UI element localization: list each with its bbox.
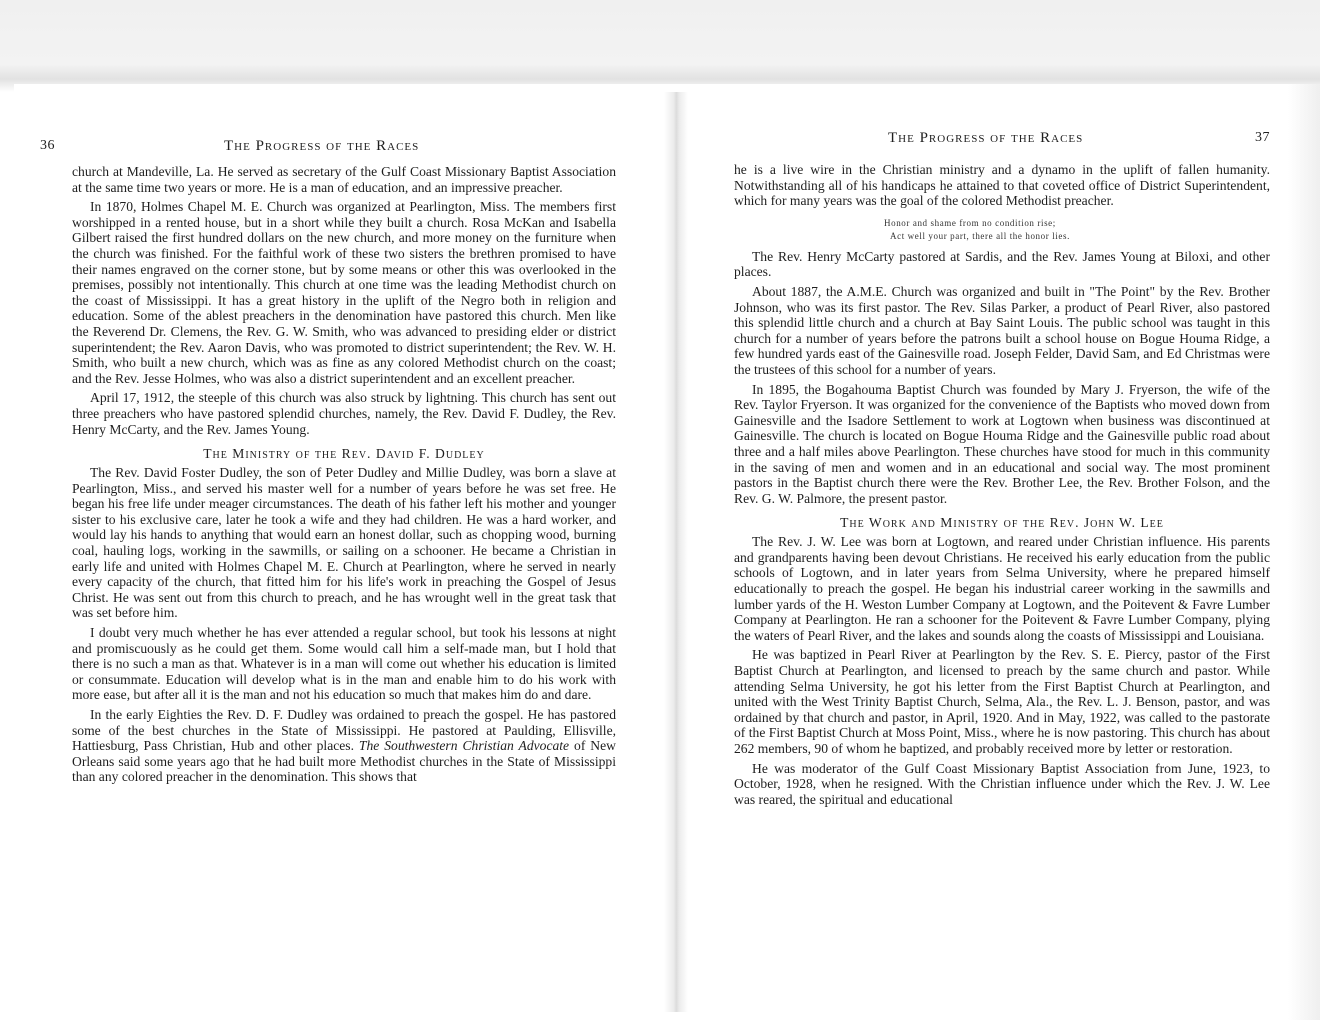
right-page	[734, 130, 1270, 807]
right-paragraph: About 1887, the A.M.E. Church was organized and built in "The Point" by the Rev. Brother Johnson, who was its first pastor. The Rev. Silas Parker, a product of Pearl River, also pastored this splendid little church and a church at Bay Saint Louis. The public school was taught in this church for a number of years before the patrons built a school house on Bogue Houma Ridge, a few hundred yards east of the Gainesville road. Joseph Felder, David Sam, and Ed Christmas were the trustees of this school for a number of years.	[734, 283, 1270, 377]
page-edge-shadow	[1288, 84, 1320, 1020]
right-page-number: 37	[1255, 130, 1270, 145]
left-running-title: The Progress of the Races	[224, 138, 420, 154]
left-paragraph: I doubt very much whether he has ever attended a regular school, but took his lessons at night and promiscuously as he could get them. Some would call him a self-made man, but I hold that there is no such a man as that. Whatever is in a man will come out whether his education is limited or consummate. Education will develop what is in the man and enable him to do his work with more ease, but after all it is the man and not his education so much that makes him do and dare.	[72, 625, 616, 703]
right-paragraph: The Rev. J. W. Lee was born at Logtown, and reared under Christian influence. His parents and grandparents having been devout Christians. He received his early education from the public schools of Logtown, and in later years from Selma University, where he prepared himself educationally to preach the gospel. He began his industrial career working in the sawmills and lumber yards of the H. Weston Lumber Company at Logtown, and the Poitevent & Favre Lumber Company at Pearlington. He ran a schooner for the Poitevent & Favre Lumber Company, plying the waters of Pearl River, and the lakes and sounds along the coasts of Mississippi and Louisiana.	[734, 534, 1270, 643]
text-run: of New Orleans said some years ago that he had built more Methodist churches in the State of Mississippi than any colored preacher in the denomination. This shows that	[72, 738, 616, 785]
right-paragraph: In 1895, the Bogahouma Baptist Church was founded by Mary J. Fryerson, the wife of the Rev. Taylor Fryerson. It was organized for the convenience of the Baptists who moved down from Gainesville and the Isadore Settlement to work at Logtown when business was discontinued at Gainesville. The church is located on Bogue Houma Ridge and the Gainesville public road about three and a half miles above Pearlington. These churches have stood for much in this community in the saving of men and women and in an educational and social way. The most prominent pastors in the Baptist church there were the Rev. Brother Lee, the Rev. Brother Folson, and the Rev. G. W. Palmore, the present pastor.	[734, 381, 1270, 506]
left-page	[40, 138, 616, 785]
verse-line: Act well your part, there all the honor lies.	[890, 230, 1070, 241]
verse-line: Honor and shame from no condition rise;	[884, 217, 1056, 228]
right-running-head	[734, 130, 1270, 152]
left-paragraph: The Rev. David Foster Dudley, the son of Peter Dudley and Millie Dudley, was born a slave at Pearlington, Miss., and served his master well for a number of years before he was set free. He began his free life under meager circumstances. The death of his father left his mother and younger sister to his exclusive care, later he took a wife and they had children. He was a hard worker, and would lay his hands to anything that would earn an honest dollar, such as chopping wood, burning coal, hauling logs, working in the sawmills, or sailing on a schooner. He became a Christian in early life and united with Holmes Chapel M. E. Church at Pearlington, where he served in nearly every capacity of the church, that fitted him for his life's work in preaching the Gospel of Jesus Christ. He was sent out from this church to preach, and he has wrought well in the great task that was set before him.	[72, 465, 616, 621]
right-paragraph: he is a live wire in the Christian ministry and a dynamo in the uplift of fallen humanity. Notwithstanding all of his handicaps he attained to that coveted office of District Superintendent, which for many years was the goal of the colored Methodist preacher.	[734, 162, 1270, 209]
right-paragraph: He was baptized in Pearl River at Pearlington by the Rev. S. E. Piercy, pastor of the First Baptist Church at Pearlington, and licensed to preach by the same church and pastor. While attending Selma University, he got his letter from the First Baptist Church at Pearlington, and united with the West Trinity Baptist Church, Selma, Ala., the Rev. L. J. Benson, pastor, and was ordained by that church and pastor, in April, 1920. And in May, 1922, was called to the pastorate of the First Baptist Church at Moss Point, Miss., where he is now pastoring. This church has about 262 members, 90 of whom he baptized, and probably received more by letter or restoration.	[734, 647, 1270, 756]
italic-publication-title: The Southwestern Christian Advocate	[358, 738, 570, 754]
left-running-head	[40, 138, 616, 160]
text-run: In the early Eighties the Rev. D. F. Dudley was ordained to preach the gospel. He has pastored some of the best churches in the State of Mississippi. He pastored at Paulding, Ellisville, Hattiesburg, Pass Christian, Hub and other places.	[72, 707, 616, 754]
section-heading-dudley: The Ministry of the Rev. David F. Dudley	[203, 446, 485, 462]
right-paragraph: The Rev. Henry McCarty pastored at Sardis, and the Rev. James Young at Biloxi, and other places.	[734, 248, 1270, 280]
left-paragraph: In 1870, Holmes Chapel M. E. Church was organized at Pearlington, Miss. The members first worshipped in a rented house, but in a short while they built a church. Rosa McKan and Isabella Gilbert raised the first hundred dollars on the new church, and more money on the furniture when the church was finished. For the faithful work of these two sisters the brethren promised to have their names engraved on the corner stone, but by some means or other this was overlooked in the premises, possibly not intentionally. This church at one time was the leading Methodist church on the coast of Mississippi. It has a great history in the uplift of the Negro both in religion and education. Some of the ablest preachers in the denomination have pastored this church. Men like the Reverend Dr. Clemens, the Rev. G. W. Smith, who was advanced to presiding elder or district superintendent; the Rev. Aaron Davis, who was promoted to district superintendent; the Rev. W. H. Smith, who built a new church, which was as fine as any colored Methodist church on the coast; and the Rev. Jesse Holmes, who was also a district superintendent and an excellent preacher.	[72, 199, 616, 386]
right-paragraph: He was moderator of the Gulf Coast Missionary Baptist Association from June, 1923, to October, 1928, when he resigned. With the Christian influence under which the Rev. J. W. Lee was reared, the spiritual and educational	[734, 760, 1270, 807]
left-paragraph: church at Mandeville, La. He served as secretary of the Gulf Coast Missionary Baptist Association at the same time two years or more. He is a man of education, and an impressive preacher.	[72, 164, 616, 195]
scan-top-shadow	[0, 0, 1320, 92]
verse-quote	[884, 217, 1270, 243]
section-heading-lee: The Work and Ministry of the Rev. John W. Lee	[840, 515, 1164, 531]
left-paragraph: April 17, 1912, the steeple of this church was also struck by lightning. This church has sent out three preachers who have pastored splendid churches, namely, the Rev. David F. Dudley, the Rev. Henry McCarty, and the Rev. James Young.	[72, 390, 616, 437]
left-paragraph	[72, 707, 616, 785]
book-gutter	[664, 92, 688, 1012]
left-page-number: 36	[40, 138, 55, 153]
right-running-title: The Progress of the Races	[888, 130, 1084, 146]
